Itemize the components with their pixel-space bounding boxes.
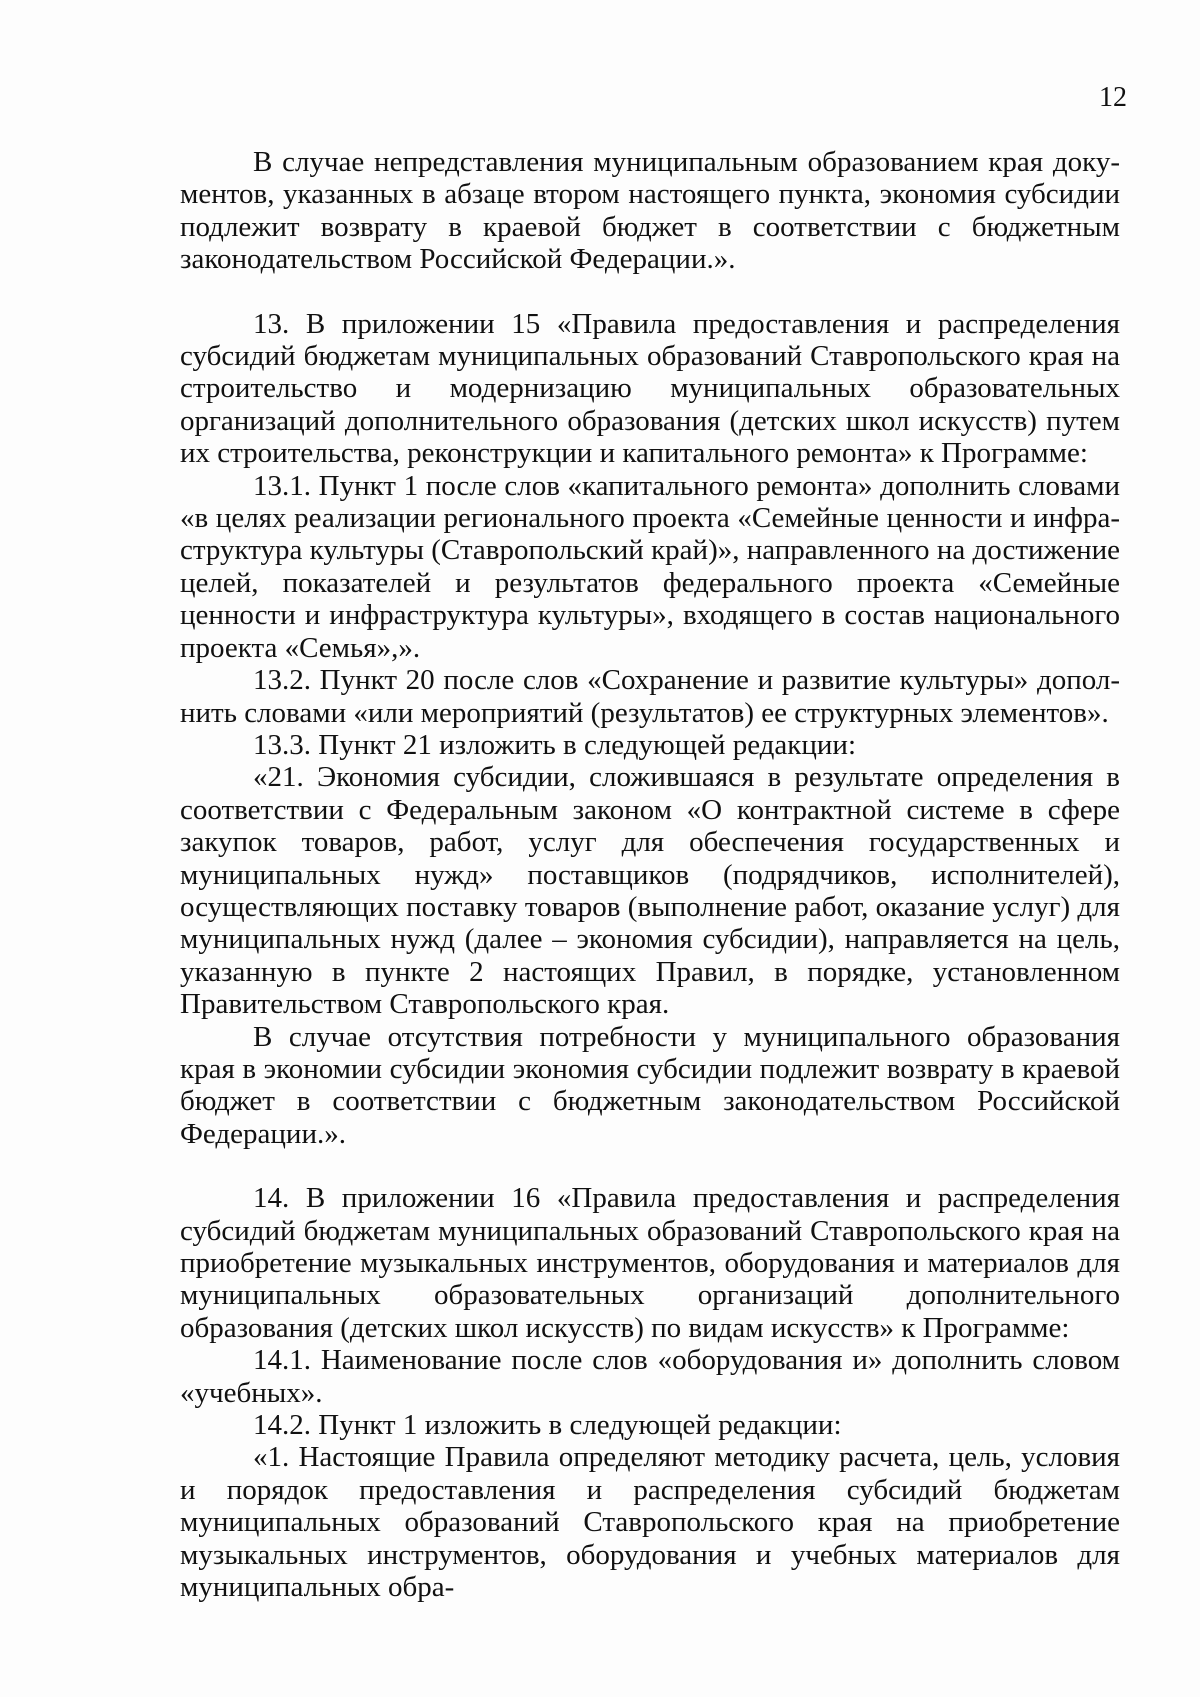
document-body — [180, 146, 1120, 1603]
paragraph-refund-condition: В случае непредставления муниципальным образованием края документов, указанных в абзаце втором настоящего пункта, экономия субсидии подлежит возврату в краевой бюджет в соответствии с бюджетным законодательством Российской Федерации.». — [180, 146, 1120, 276]
paragraph-clause-21-refund: В случае отсутствия потребности у муниципального образования края в экономии субсидии экономия субсидии подлежит возврату в краевой бюджет в соответствии с бюджетным законодательством Российской Федерации.». — [180, 1020, 1120, 1150]
paragraph-item-13-2: 13.2. Пункт 20 после слов «Сохранение и развитие культуры» дополнить словами «или мероприятий (результатов) ее структурных элементов». — [180, 664, 1120, 729]
page-number: 12 — [1099, 82, 1127, 113]
paragraph-item-14-1: 14.1. Наименование после слов «оборудования и» дополнить словом «учебных». — [180, 1344, 1120, 1409]
paragraph-clause-21: «21. Экономия субсидии, сложившаяся в результате определения в соответствии с Федеральным законом «О контрактной системе в сфере закупок товаров, работ, услуг для обеспечения государственных и муниципальных нужд» поставщиков (подрядчиков, исполнителей), осуществляющих поставку товаров (выполнение работ, оказание услуг) для муниципальных нужд (далее – экономия субсидии), направляется на цель, указанную в пункте 2 настоящих Правил, в порядке, установленном Правительством Ставропольского края. — [180, 761, 1120, 1021]
paragraph-item-13-3: 13.3. Пункт 21 изложить в следующей редакции: — [253, 728, 857, 761]
paragraph-item-13: 13. В приложении 15 «Правила предоставления и распределения субсидий бюджетам муниципальных образований Ставропольского края на строительство и модернизацию муниципальных образовательных организаций дополнительного образования (детских школ искусств) путем их строительства, реконструкции и капитального ремонта» к Программе: — [180, 307, 1120, 470]
paragraph-item-13-1: 13.1. Пункт 1 после слов «капитального ремонта» дополнить словами «в целях реализации регионального проекта «Семейные ценности и инфраструктура культуры (Ставропольский край)», направленного на достижение целей, показателей и результатов федерального проекта «Семейные ценности и инфраструктура культуры», входящего в состав национального проекта «Семья»,». — [180, 469, 1120, 664]
paragraph-item-14: 14. В приложении 16 «Правила предоставления и распределения субсидий бюджетам муниципальных образований Ставропольского края на приобретение музыкальных инструментов, оборудования и материалов для муниципальных образовательных организаций дополнительного образования (детских школ искусств) по видам искусств» к Программе: — [180, 1182, 1120, 1344]
paragraph-item-14-2: 14.2. Пункт 1 изложить в следующей редакции: — [253, 1409, 842, 1442]
paragraph-clause-1: «1. Настоящие Правила определяют методику расчета, цель, условия и порядок предоставления и распределения субсидий бюджетам муниципальных образований Ставропольского края на приобретение музыкальных инструментов, оборудования и учебных материалов для муниципальных обра- — [180, 1441, 1120, 1604]
